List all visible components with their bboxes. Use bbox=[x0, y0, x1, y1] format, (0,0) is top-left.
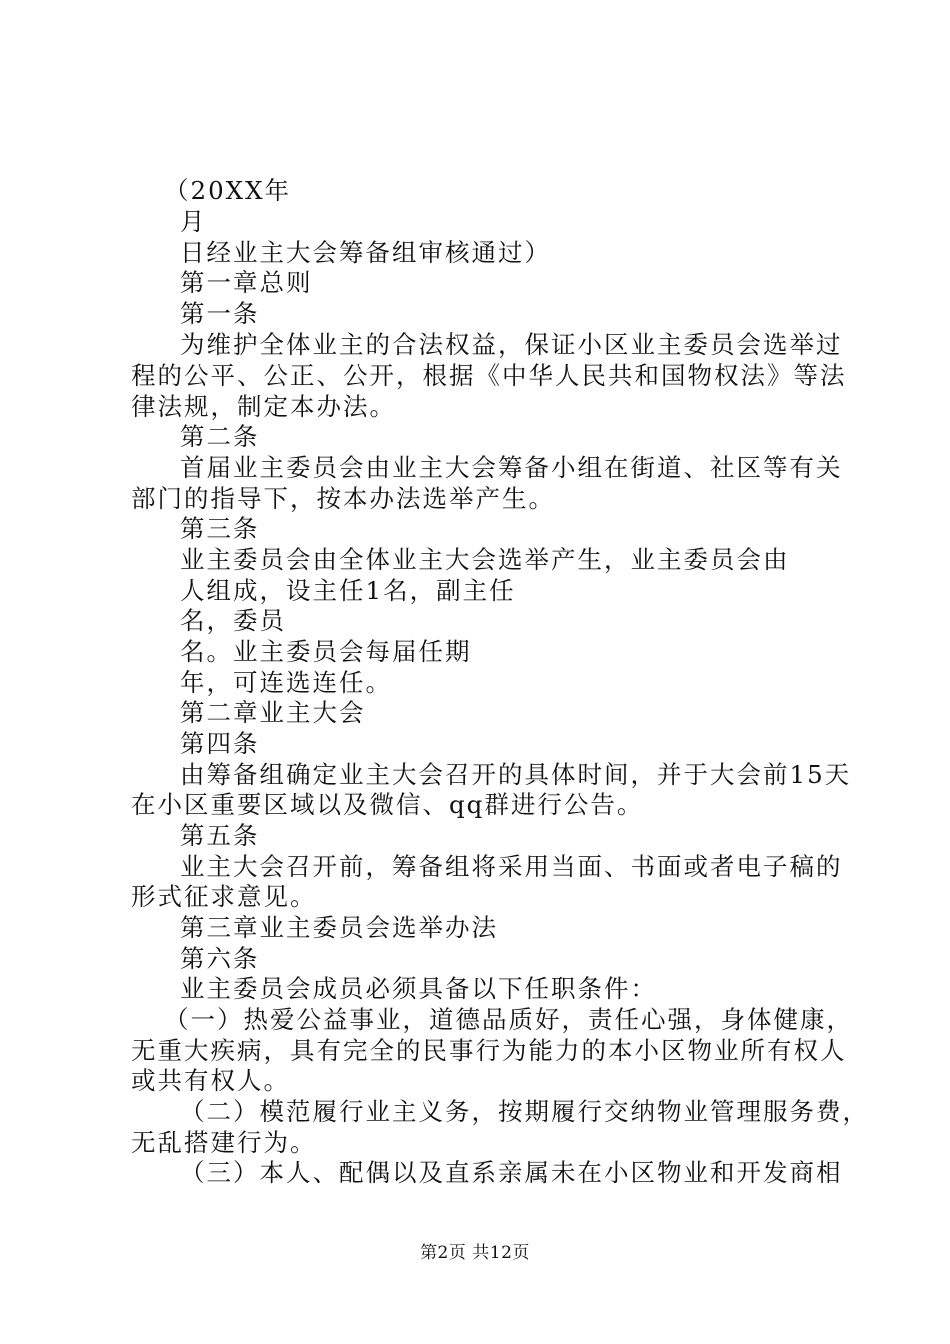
date-line-3: 日经业主大会筹备组审核通过） bbox=[180, 238, 551, 267]
article-heading-2: 第二条 bbox=[180, 422, 260, 451]
paragraph-line: 年，可连选连任。 bbox=[180, 668, 392, 697]
list-item-line: （二）模范履行业主义务，按期履行交纳物业管理服务费， bbox=[180, 1097, 869, 1126]
chapter-heading-2: 第二章业主大会 bbox=[180, 698, 366, 727]
chapter-heading-3: 第三章业主委员会选举办法 bbox=[180, 913, 498, 942]
paragraph-line: 首届业主委员会由业主大会筹备小组在街道、社区等有关 bbox=[180, 453, 843, 482]
paragraph-line: 为维护全体业主的合法权益，保证小区业主委员会选举过 bbox=[180, 330, 843, 359]
page-number-footer: 第2页 共12页 bbox=[420, 1243, 530, 1263]
paragraph-line: 律法规，制定本办法。 bbox=[131, 392, 396, 421]
paragraph-line: 业主大会召开前，筹备组将采用当面、书面或者电子稿的 bbox=[180, 852, 843, 881]
paragraph-line: 形式征求意见。 bbox=[131, 882, 317, 911]
list-item-line: 或共有权人。 bbox=[131, 1066, 290, 1095]
paragraph-line: 业主委员会成员必须具备以下任职条件： bbox=[180, 974, 657, 1003]
article-heading-3: 第三条 bbox=[180, 514, 260, 543]
article-heading-4: 第四条 bbox=[180, 729, 260, 758]
date-line-2: 月 bbox=[180, 207, 207, 236]
list-item-line: （三）本人、配偶以及直系亲属未在小区物业和开发商相 bbox=[180, 1158, 843, 1187]
article-heading-1: 第一条 bbox=[180, 299, 260, 328]
paragraph-line: 名，委员 bbox=[180, 606, 286, 635]
date-line-1: （20XX年 bbox=[164, 176, 292, 205]
paragraph-line: 在小区重要区域以及微信、qq群进行公告。 bbox=[131, 790, 644, 819]
paragraph-line: 程的公平、公正、公开，根据《中华人民共和国物权法》等法 bbox=[131, 361, 847, 390]
paragraph-line: 人组成，设主任1名，副主任 bbox=[180, 576, 516, 605]
chapter-heading-1: 第一章总则 bbox=[180, 268, 313, 297]
list-item-line: 无重大疾病，具有完全的民事行为能力的本小区物业所有权人 bbox=[131, 1036, 847, 1065]
article-heading-5: 第五条 bbox=[180, 821, 260, 850]
paragraph-line: 业主委员会由全体业主大会选举产生，业主委员会由 bbox=[180, 545, 790, 574]
list-item-line: （一）热爱公益事业，道德品质好，责任心强，身体健康， bbox=[164, 1005, 853, 1034]
list-item-line: 无乱搭建行为。 bbox=[131, 1128, 317, 1157]
paragraph-line: 部门的指导下，按本办法选举产生。 bbox=[131, 484, 555, 513]
article-heading-6: 第六条 bbox=[180, 944, 260, 973]
paragraph-line: 名。业主委员会每届任期 bbox=[180, 637, 472, 666]
paragraph-line: 由筹备组确定业主大会召开的具体时间，并于大会前15天 bbox=[180, 760, 852, 789]
